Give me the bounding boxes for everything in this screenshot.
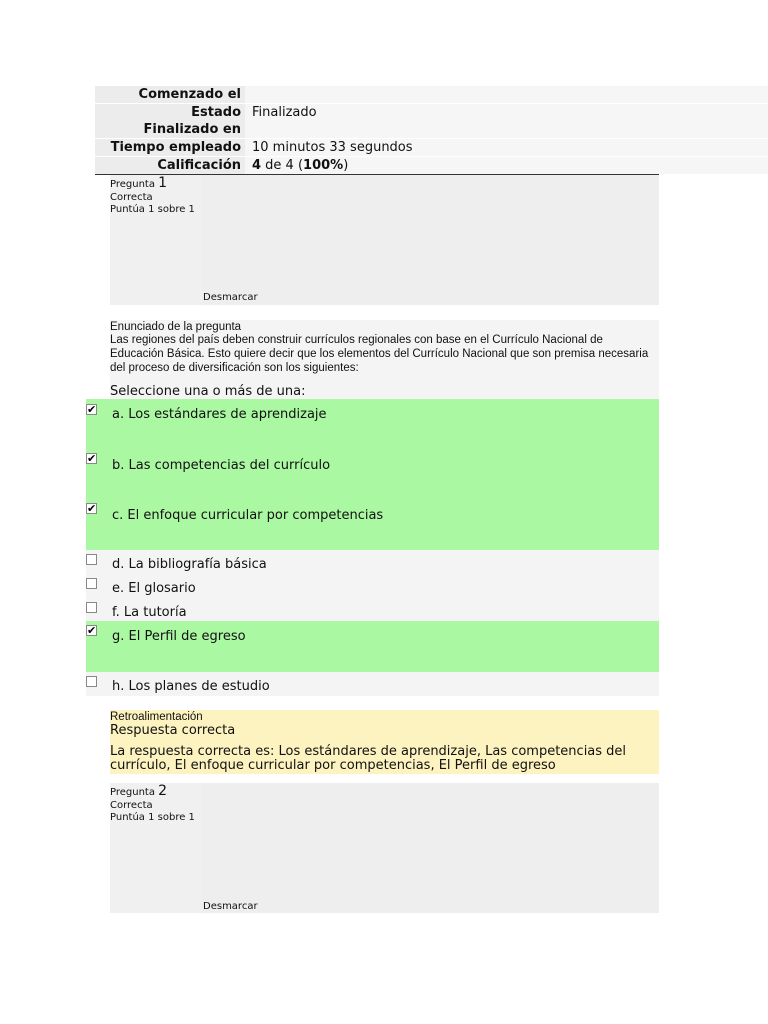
option-b-checkbox[interactable]: ✔ [87,452,97,465]
question-2-info [110,783,659,913]
option-a-checkbox[interactable]: ✔ [87,403,97,416]
option-e-label[interactable]: e. El glosario [112,581,196,596]
question-prefix: Pregunta [110,787,155,798]
option-a-label[interactable]: a. Los estándares de aprendizaje [112,407,327,422]
grade-end: ) [343,158,349,173]
summary-label: Calificación [95,157,245,174]
summary-label: Tiempo empleado [95,139,245,156]
option-d-label[interactable]: d. La bibliografía básica [112,557,267,572]
option-f-checkbox[interactable] [86,602,97,613]
question-1-text: Las regiones del país deben construir currículos regionales con base en el Currículo Nacional de Educación Básica. Esto quiere decir que los elementos del Currículo Nacional que son premisa necesaria del proceso de diversificación son los siguientes: [110,334,649,374]
option-b-label[interactable]: b. Las competencias del currículo [112,458,331,473]
feedback-result: Respuesta correcta [110,723,236,738]
feedback-box [110,710,659,774]
unflag-question-1-link[interactable]: Desmarcar [203,292,258,303]
option-g-checkbox[interactable]: ✔ [87,624,97,637]
option-g-label[interactable]: g. El Perfil de egreso [112,629,246,644]
grade-value [245,157,768,174]
question-prefix: Pregunta [110,179,155,190]
question-1-heading [110,177,167,191]
option-f-label[interactable]: f. La tutoría [112,605,187,620]
grade-score: 4 [252,158,262,173]
feedback-correct-answer: La respuesta correcta es: Los estándares de aprendizaje, Las competencias del currículo, El enfoque curricular por competencias, El Perfil de egreso [110,744,627,773]
feedback-heading: Retroalimentación [110,711,203,723]
question-1-state: Correcta [110,192,153,203]
question-number: 2 [158,783,168,799]
statement-heading: Enunciado de la pregunta [110,321,242,333]
grade-percent: 100% [303,158,344,173]
option-h-label[interactable]: h. Los planes de estudio [112,679,270,694]
summary-value [245,86,768,103]
summary-label: Estado [95,104,245,121]
summary-label: Comenzado el [95,86,245,103]
summary-value [245,121,768,138]
option-h-checkbox[interactable] [86,676,97,687]
unflag-question-2-link[interactable]: Desmarcar [203,901,258,912]
question-2-points: Puntúa 1 sobre 1 [110,812,195,823]
option-d-checkbox[interactable] [86,554,97,565]
question-1-body [110,320,659,400]
question-2-state: Correcta [110,800,153,811]
grade-mid: de 4 ( [261,158,304,173]
option-c-checkbox[interactable]: ✔ [87,502,97,515]
summary-label: Finalizado en [95,121,245,138]
question-1-points: Puntúa 1 sobre 1 [110,204,195,215]
question-1-info [110,175,659,305]
select-prompt: Seleccione una o más de una: [110,384,306,399]
question-2-heading [110,785,167,799]
option-c-label[interactable]: c. El enfoque curricular por competencias [112,508,384,523]
option-e-checkbox[interactable] [86,578,97,589]
summary-value: 10 minutos 33 segundos [245,139,768,156]
question-number: 1 [158,175,168,191]
summary-value: Finalizado [245,104,768,121]
